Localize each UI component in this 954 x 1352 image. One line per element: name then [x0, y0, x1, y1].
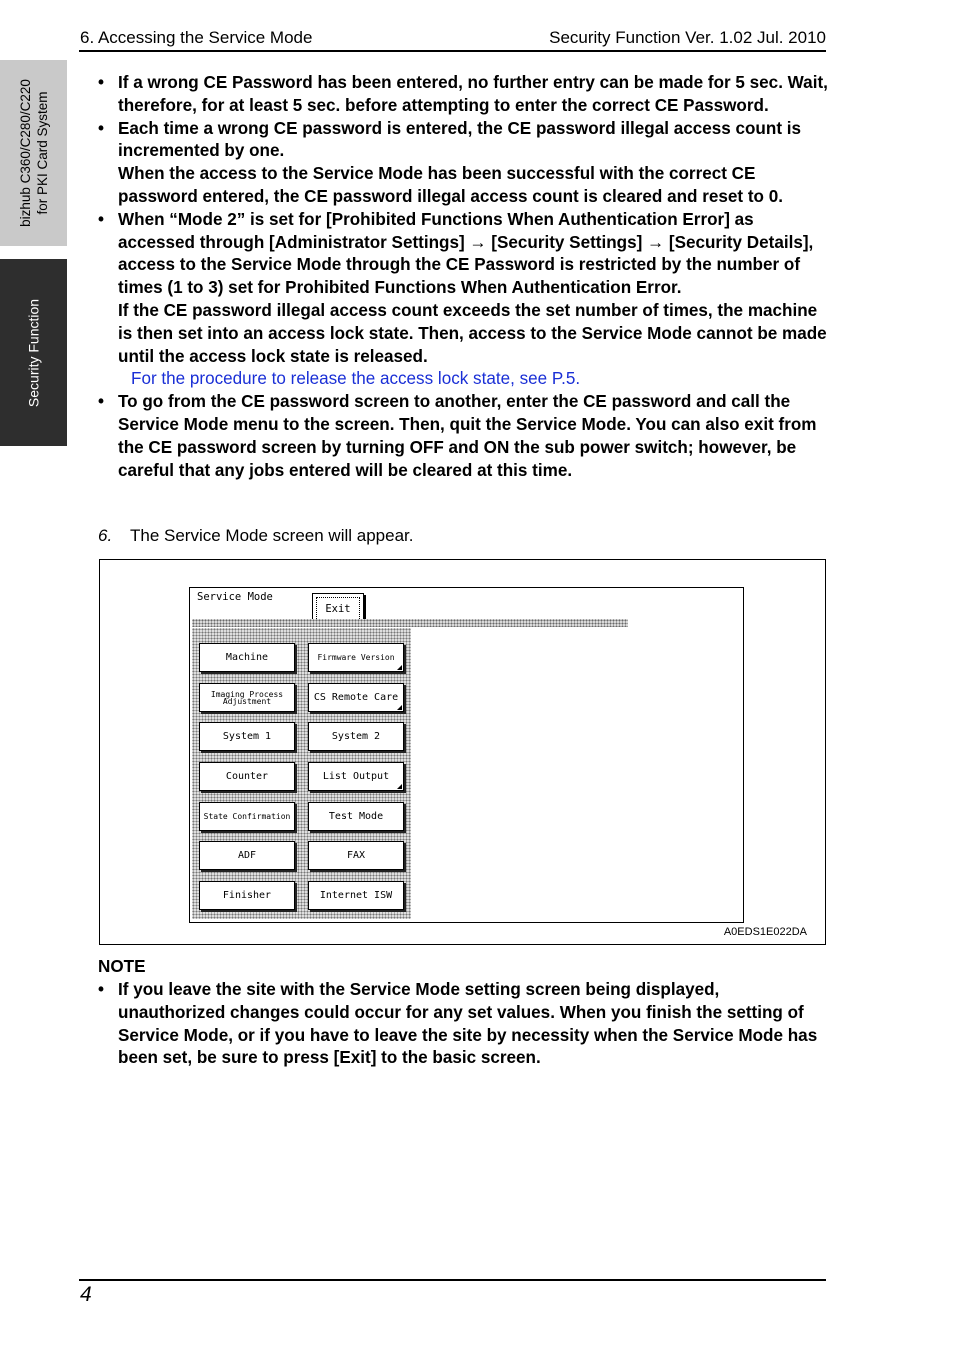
- header-document-title: Security Function Ver. 1.02 Jul. 2010: [549, 28, 826, 47]
- firmware-version-button-label: Firmware Version: [317, 653, 395, 662]
- list-output-button-label: List Output: [322, 771, 390, 782]
- submenu-corner-icon: [397, 784, 402, 789]
- step-number: 6.: [98, 526, 113, 545]
- caution-item-2-text2: When the access to the Service Mode has been successful with the correct CE password entered, the CE password illegal access count is cleared and reset to 0.: [118, 164, 783, 206]
- system-2-button[interactable]: System 2: [308, 722, 404, 751]
- submenu-corner-icon: [397, 665, 402, 670]
- figure-code: A0EDS1E022DA: [723, 926, 807, 938]
- cs-remote-care-button-label: CS Remote Care: [313, 692, 399, 703]
- list-output-button[interactable]: [308, 762, 404, 791]
- state-confirmation-button[interactable]: State Confirmation: [199, 802, 295, 831]
- caution-item-3-text: • When “Mode 2” is set for [Prohibited Functions When Authentication Error] as accessed through [Administrator Settings] → [Security Settings] → [Security Details], access to the Service Mode through the CE Password is restricted by the number of times (1 to 3) set for Prohibited Functions When Authentication Error.: [118, 209, 814, 298]
- caution-item-1: [98, 72, 828, 118]
- hatched-header-strip: [192, 619, 628, 627]
- side-tab-product-line1: bizhub C360/C280/C220: [17, 79, 33, 227]
- caution-list: [98, 72, 828, 482]
- finisher-button[interactable]: Finisher: [199, 881, 295, 910]
- access-lock-reference-link[interactable]: For the procedure to release the access lock state, see P.5.: [131, 369, 581, 389]
- caution-item-4-text: • To go from the CE password screen to another, enter the CE password and call the Service Mode menu to the screen. Then, quit the Service Mode. You can also exit from the CE password screen by turning OFF and ON the sub power switch; however, be careful that any jobs entered will be cleared at this time.: [118, 392, 817, 480]
- caution-item-3: [98, 209, 828, 391]
- machine-button[interactable]: Machine: [199, 643, 295, 672]
- test-mode-button[interactable]: Test Mode: [308, 802, 404, 831]
- exit-button-label: Exit: [316, 597, 360, 621]
- system-1-button[interactable]: System 1: [199, 722, 295, 751]
- footer-rule: [79, 1279, 826, 1281]
- side-tab-product-line2: for PKI Card System: [34, 91, 50, 215]
- note-list: [98, 979, 828, 1070]
- cs-remote-care-button[interactable]: [308, 683, 404, 712]
- adf-button[interactable]: ADF: [199, 841, 295, 870]
- caution-item-4: [98, 391, 828, 482]
- service-mode-figure: [99, 559, 826, 945]
- caution-item-1-text: • If a wrong CE Password has been entered, no further entry can be made for 5 sec. Wait, therefore, for at least 5 sec. before attempting to enter the correct CE Password.: [118, 73, 828, 115]
- side-tab-product-label: [17, 79, 51, 227]
- step-6: [98, 526, 413, 546]
- service-mode-screen: [189, 587, 744, 923]
- imaging-process-adjustment-button[interactable]: Imaging Process Adjustment: [199, 683, 295, 712]
- header-rule: [79, 50, 826, 52]
- note-item: [98, 979, 828, 1070]
- side-tab-section: [0, 259, 67, 446]
- note-label: NOTE: [98, 957, 146, 976]
- note-item-text: • If you leave the site with the Service Mode setting screen being displayed, unauthorized changes could occur for any set values. When you finish the setting of Service Mode, or if you have to leave the site by necessity when the Service Mode has been set, be sure to press [Exit] to the basic screen.: [118, 980, 818, 1068]
- caution-item-2: [98, 118, 828, 209]
- page-number: 4: [80, 1283, 92, 1306]
- submenu-corner-icon: [397, 705, 402, 710]
- screen-title: Service Mode: [197, 591, 273, 603]
- counter-button[interactable]: Counter: [199, 762, 295, 791]
- side-tab-section-label: Security Function: [25, 298, 41, 407]
- fax-button[interactable]: FAX: [308, 841, 404, 870]
- firmware-version-button[interactable]: [308, 643, 404, 672]
- internet-isw-button[interactable]: Internet ISW: [308, 881, 404, 910]
- caution-item-3-text2: If the CE password illegal access count exceeds the set number of times, the machine is then set into an access lock state. Then, access to the Service Mode cannot be made until the access lock state is released.: [118, 300, 827, 366]
- step-text: The Service Mode screen will appear.: [130, 526, 414, 545]
- header-chapter: 6. Accessing the Service Mode: [80, 28, 313, 47]
- caution-item-2-text: • Each time a wrong CE password is entered, the CE password illegal access count is incremented by one.: [118, 118, 802, 161]
- side-tab-product: [0, 60, 67, 246]
